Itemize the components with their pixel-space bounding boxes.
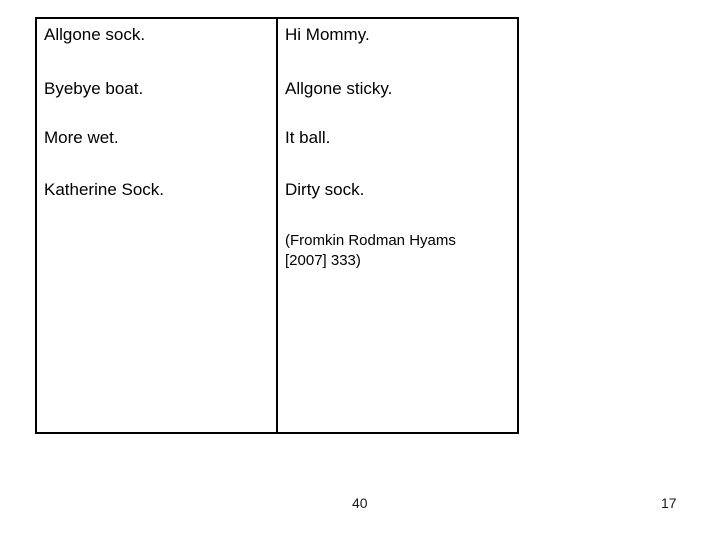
utterance-cell: Katherine Sock. bbox=[44, 180, 165, 199]
left-column bbox=[37, 19, 278, 432]
footer-center-number: 40 bbox=[352, 495, 368, 511]
utterance-cell: It ball. bbox=[285, 128, 331, 147]
utterance-cell: Dirty sock. bbox=[285, 180, 365, 199]
slide-number: 17 bbox=[661, 495, 677, 511]
utterance-cell: Hi Mommy. bbox=[285, 25, 370, 44]
utterance-cell: More wet. bbox=[44, 128, 119, 147]
utterance-cell: Byebye boat. bbox=[44, 79, 144, 98]
utterance-cell: Allgone sticky. bbox=[285, 79, 393, 98]
utterance-cell: Allgone sock. bbox=[44, 25, 146, 44]
citation-text: (Fromkin Rodman Hyams [2007] 333) bbox=[285, 232, 456, 269]
right-column bbox=[278, 19, 517, 432]
utterance-table bbox=[35, 17, 519, 434]
